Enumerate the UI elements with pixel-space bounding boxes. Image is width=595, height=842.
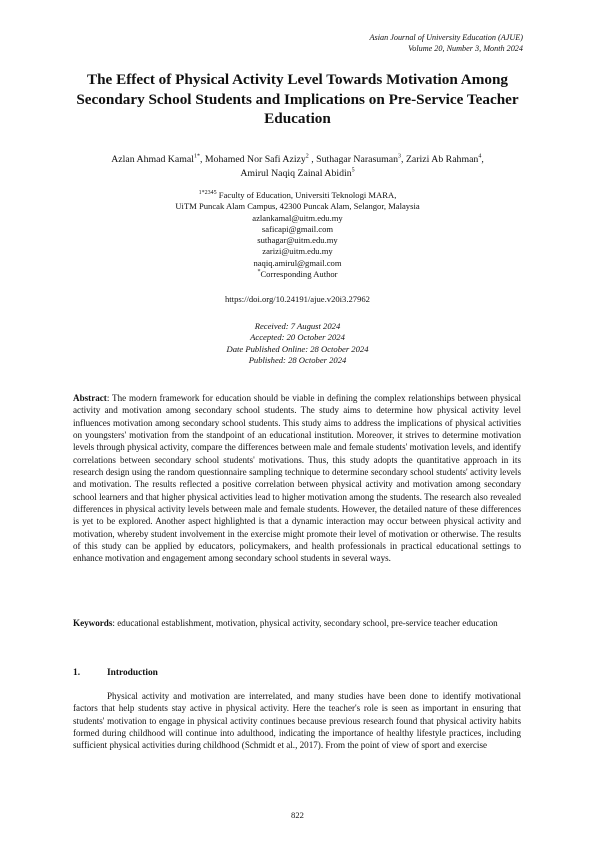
date-published-online: Date Published Online: 28 October 2024 [226, 343, 369, 354]
section-title: Introduction [107, 668, 158, 678]
journal-volume: Volume 20, Number 3, Month 2024 [408, 44, 523, 53]
journal-header [370, 32, 523, 54]
section-heading [73, 668, 158, 678]
author-name: Mohamed Nor Safi Azizy [204, 154, 306, 165]
author-name: Amirul Naqiq Zainal Abidin [240, 168, 352, 179]
keywords-label: Keywords [73, 618, 113, 628]
paper-title: The Effect of Physical Activity Level Towards Motivation Among Secondary School Students and Implications on Pre-Service Teacher Education [76, 71, 519, 127]
author-name: Zarizi Ab Rahman [405, 154, 479, 165]
section-number: 1. [73, 668, 81, 678]
corresponding-author-note: Corresponding Author [260, 269, 338, 280]
date-received: Received: 7 August 2024 [254, 321, 341, 331]
doi-link[interactable]: https://doi.org/10.24191/ajue.v20i3.27962 [225, 294, 370, 304]
affiliation-campus: UiTM Puncak Alam Campus, 42300 Puncak Alam, Selangor, Malaysia [175, 201, 420, 212]
affiliation-faculty: Faculty of Education, Universiti Teknologi MARA, [218, 190, 397, 200]
journal-name: Asian Journal of University Education (AJUE) [369, 33, 523, 42]
introduction-paragraph: Physical activity and motivation are interrelated, and many studies have been done to identify motivational factors that help students stay active in physical activity. Here the teacher's role is seen as important in ensuring that students' motivation to engage in physical activity continues because previous research found that physical activity habits formed during childhood will continue into adulthood, indicating the importance of healthy lifestyle practices, including sufficient physical activities during childhood (Schmidt et al., 2017). From the point of view of sport and exercise [73, 691, 521, 751]
keywords [73, 617, 521, 629]
email-link[interactable]: saficapi@gmail.com [261, 223, 334, 234]
email-link[interactable]: suthagar@uitm.edu.my [257, 235, 338, 246]
affiliation-marker: 1*2345 [198, 190, 217, 197]
author-marker: 1* [193, 153, 200, 160]
email-link[interactable]: naqiq.amirul@gmail.com [253, 257, 342, 268]
email-link[interactable]: azlankamal@uitm.edu.my [252, 212, 343, 223]
affiliation-block [60, 190, 535, 280]
author-list: Azlan Ahmad Kamal$^{1*}$, Mohamed Nor Safi Azizy$^2$ , Suthagar Narasuman$^3$, Zarizi Ab Rahman$^4$, Amirul Naqiq Zainal Abidin$^5$ [111, 153, 484, 179]
author-marker: 5 [351, 167, 355, 174]
abstract [73, 392, 521, 565]
email-link[interactable]: zarizi@uitm.edu.my [262, 246, 333, 257]
author-name: Suthagar Narasuman [316, 154, 399, 165]
keywords-text: : educational establishment, motivation, physical activity, secondary school, pre-service teacher education [112, 618, 498, 628]
date-published: Published: 28 October 2024 [248, 354, 347, 365]
page-number: 822 [291, 810, 304, 820]
date-accepted: Accepted: 20 October 2024 [250, 332, 345, 343]
author-marker: 4 [478, 153, 482, 160]
publication-dates [60, 321, 535, 366]
abstract-text: : The modern framework for education should be viable in defining the complex relationships between physical activity and motivation among secondary school students. The study aims to determine how physical activity level influences motivation among secondary school students. This study aims to address the implications of physical activities on youngsters' motivation from the standpoint of an educational institution. Moreover, it strives to determine motivation levels through physical activity, compare the differences between male and female students' motivation levels, and identify correlations between secondary school students' motivations. Thus, this study adopts the quantitative approach in its research design using the random questionnaire sampling technique to determine secondary school students' activity levels and motivation. The results reflected a positive correlation between physical activity and motivation among secondary school learners and that higher physical activities lead to higher motivation among the students. The research also revealed differences in physical activity levels between male and female students. However, the detailed nature of these differences is yet to be explored. Another aspect highlighted is that a dynamic interaction may occur between physical activity and motivation, whereby student involvement in the exercise might promote their level of motivation or otherwise. The results of this study can be applied by educators, policymakers, and health professionals in practical educational settings to enhance motivation and engagement among secondary school students in several ways. [73, 393, 521, 564]
corresponding-marker: * [257, 269, 261, 276]
author-name: Azlan Ahmad Kamal [111, 154, 194, 165]
author-marker: 3 [398, 153, 402, 160]
abstract-label: Abstract [73, 393, 107, 403]
author-marker: 2 [305, 153, 309, 160]
